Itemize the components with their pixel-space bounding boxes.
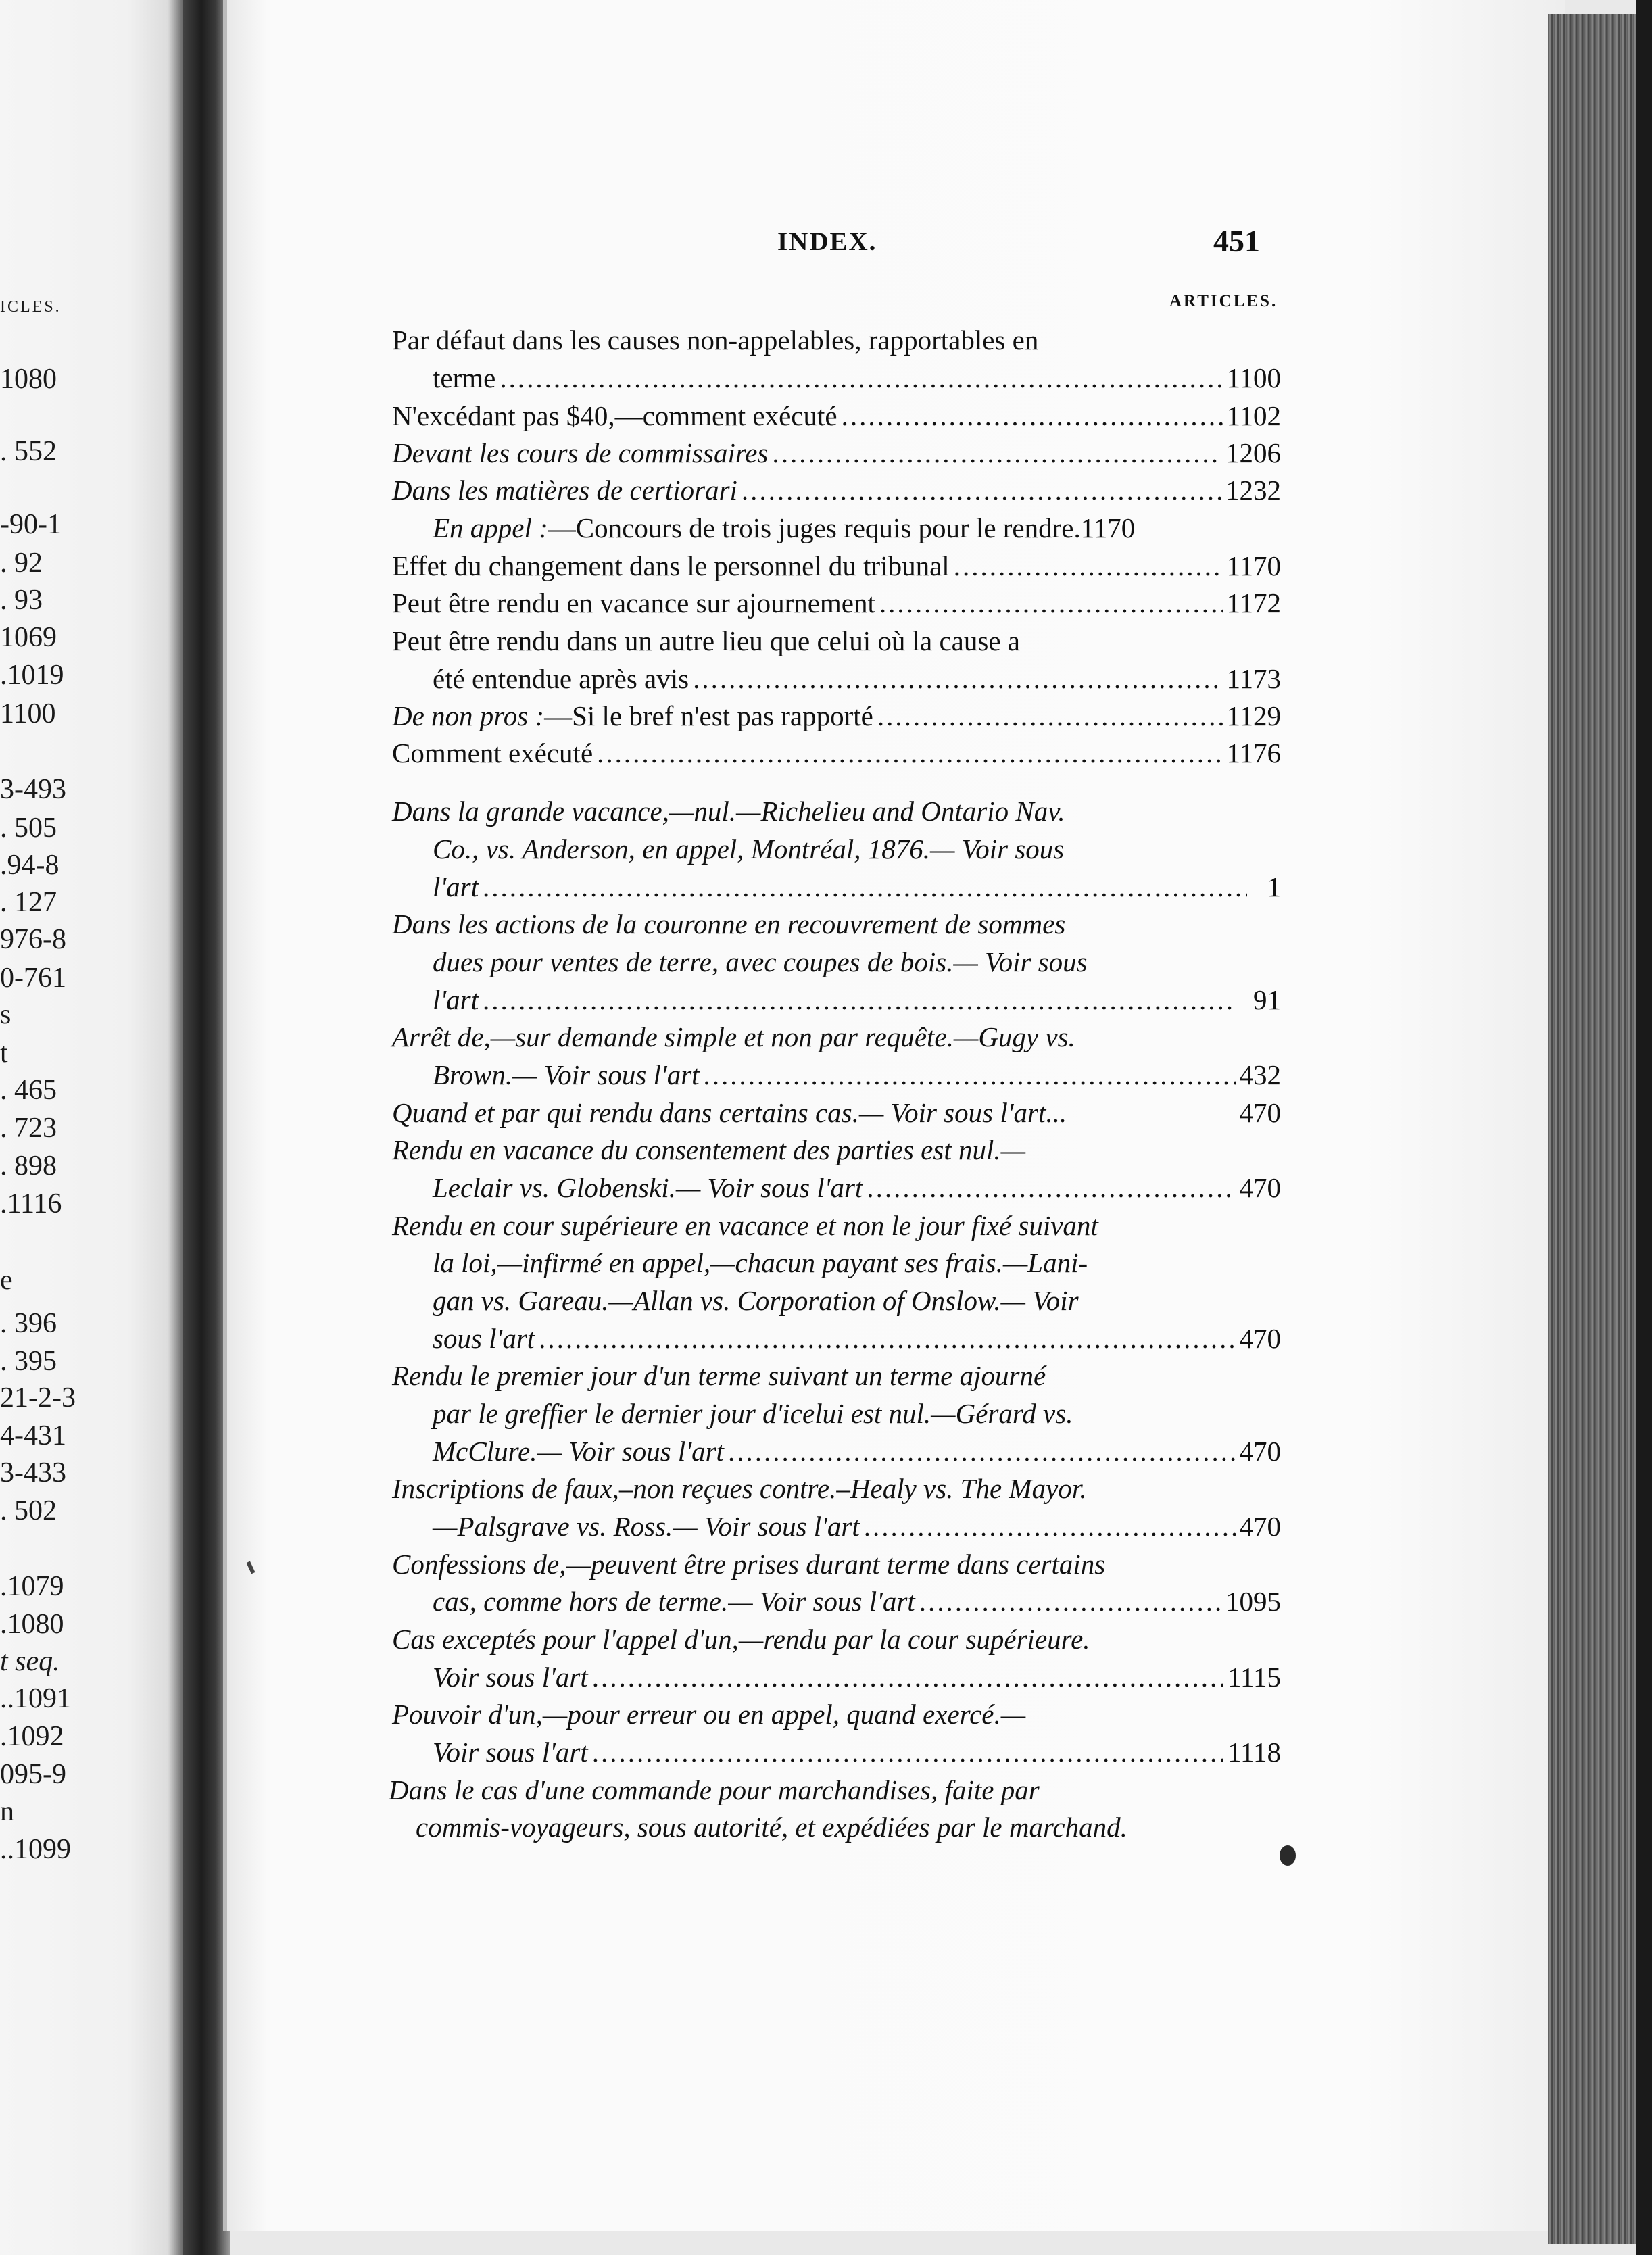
dot-leader	[483, 868, 1246, 906]
left-page-number: . 502	[0, 1495, 57, 1526]
entry-text: —Palsgrave vs. Ross.— Voir sous l'art	[433, 1511, 860, 1542]
left-page-number: . 898	[0, 1150, 57, 1182]
left-page-number: .1116	[0, 1188, 62, 1219]
index-entry-line: Pouvoir d'un,—pour erreur ou en appel, quand exercé.—	[392, 1699, 1026, 1730]
entry-text: N'excédant pas $40,—comment exécuté	[392, 400, 837, 431]
index-entry-line	[392, 434, 1281, 472]
entry-subheading: En appel :	[433, 512, 548, 543]
entry-text	[392, 697, 873, 735]
page-edges	[1548, 14, 1636, 2244]
article-number: 470	[1239, 1172, 1281, 1203]
left-page-number: . 465	[0, 1075, 57, 1106]
index-entry-line: par le greffier le dernier jour d'icelui est nul.—Gérard vs.	[433, 1398, 1073, 1429]
index-entry-line: commis-voyageurs, sous autorité, et expédiées par le marchand.	[416, 1812, 1127, 1843]
article-number: 1	[1267, 871, 1281, 902]
dot-leader	[919, 1582, 1221, 1620]
entry-subheading: De non pros :	[392, 700, 545, 731]
dot-leader	[728, 1432, 1236, 1470]
articles-column-label: ARTICLES.	[1169, 292, 1278, 310]
index-entry-line	[392, 397, 1281, 435]
entry-text: Leclair vs. Globenski.— Voir sous l'art	[433, 1172, 863, 1203]
article-number: 470	[1239, 1511, 1281, 1542]
index-entry-line	[433, 1507, 1281, 1545]
entry-text: Voir sous l'art	[433, 1737, 588, 1768]
entry-text: —Concours de trois juges requis pour le rendre.	[548, 512, 1081, 543]
article-number: 1102	[1226, 400, 1281, 431]
entry-text: Brown.— Voir sous l'art	[433, 1059, 700, 1090]
dot-leader	[597, 734, 1222, 772]
article-number: 1115	[1228, 1662, 1281, 1693]
entry-text: l'art	[433, 871, 479, 902]
dot-leader	[954, 547, 1223, 585]
article-number: 470	[1239, 1323, 1281, 1354]
index-entry-line	[392, 584, 1281, 622]
left-facing-page	[0, 0, 183, 2255]
index-entry-line	[392, 547, 1281, 585]
left-page-number: . 127	[0, 887, 57, 918]
article-number: 1095	[1225, 1586, 1281, 1617]
dot-leader	[704, 1056, 1236, 1094]
article-number: 470	[1239, 1097, 1281, 1128]
left-page-number: ..1091	[0, 1683, 71, 1714]
article-number: 1176	[1226, 737, 1281, 769]
left-page-number: .94-8	[0, 850, 59, 881]
entry-text: Devant les cours de commissaires	[392, 437, 769, 468]
article-number: 1129	[1226, 700, 1281, 731]
article-number: 1206	[1225, 437, 1281, 468]
index-entry-line: dues pour ventes de terre, avec coupes de bois.— Voir sous	[433, 946, 1088, 977]
dot-leader	[500, 359, 1222, 397]
left-page-number: .1019	[0, 660, 64, 691]
index-entry-line	[433, 1582, 1281, 1620]
left-page-letter: s	[0, 999, 11, 1030]
left-page-number: . 396	[0, 1308, 57, 1339]
dot-leader	[879, 584, 1223, 622]
page-number: 451	[1213, 224, 1260, 258]
article-number: 1232	[1225, 475, 1281, 506]
left-page-letter: n	[0, 1796, 14, 1827]
article-number: 432	[1239, 1059, 1281, 1090]
index-entry-line: Co., vs. Anderson, en appel, Montréal, 1876.— Voir sous	[433, 833, 1065, 865]
index-entry-line	[433, 1432, 1281, 1470]
dot-leader	[693, 660, 1222, 698]
left-page-number: .1092	[0, 1721, 64, 1752]
left-page-number: .1079	[0, 1571, 64, 1602]
article-number: 1172	[1226, 587, 1281, 619]
index-entry-line: Rendu le premier jour d'un terme suivant un terme ajourné	[392, 1360, 1046, 1391]
left-page-number: . 505	[0, 813, 57, 844]
article-number: 1173	[1226, 663, 1281, 694]
dot-leader	[864, 1507, 1236, 1545]
article-number: 1100	[1226, 362, 1281, 393]
index-entry-line: Dans les actions de la couronne en recouvrement de sommes	[392, 908, 1066, 940]
index-entry-line: la loi,—infirmé en appel,—chacun payant ses frais.—Lani-	[433, 1247, 1088, 1278]
entry-text: McClure.— Voir sous l'art	[433, 1436, 724, 1467]
index-entry-line	[433, 1658, 1281, 1696]
index-entry-line: Inscriptions de faux,–non reçues contre.–Healy vs. The Mayor.	[392, 1473, 1087, 1504]
index-entry-line	[392, 471, 1281, 509]
left-page-number: 3-493	[0, 774, 66, 805]
index-entry-line: gan vs. Gareau.—Allan vs. Corporation of Onslow.— Voir	[433, 1285, 1079, 1316]
entry-text: Quand et par qui rendu dans certains cas.— Voir sous l'art...	[392, 1097, 1067, 1128]
left-page-number: 3-433	[0, 1457, 66, 1488]
index-entry-line	[392, 1094, 1281, 1132]
index-entry-line	[392, 697, 1281, 735]
entry-text: cas, comme hors de terme.— Voir sous l'art	[433, 1586, 915, 1617]
index-entry-line	[433, 981, 1281, 1019]
entry-text: Effet du changement dans le personnel du tribunal	[392, 550, 950, 581]
index-entry-line: Par défaut dans les causes non-appelables, rapportables en	[392, 324, 1039, 356]
left-page-number: . 92	[0, 548, 43, 579]
left-page-number: 0-761	[0, 963, 66, 994]
left-page-number: -90-1	[0, 509, 62, 540]
entry-text: été entendue après avis	[433, 663, 689, 694]
ink-spot	[1280, 1845, 1296, 1866]
index-entry-line	[433, 1319, 1281, 1357]
article-number: 470	[1239, 1436, 1281, 1467]
index-entry-line: Arrêt de,—sur demande simple et non par requête.—Gugy vs.	[392, 1021, 1075, 1052]
index-entry-line	[433, 868, 1281, 906]
entry-text: Comment exécuté	[392, 737, 593, 769]
index-entry-line	[433, 359, 1281, 397]
article-number: 1170	[1080, 512, 1136, 543]
left-page-number: ..1099	[0, 1834, 71, 1865]
entry-text: l'art	[433, 984, 479, 1015]
left-page-number: 1100	[0, 698, 56, 729]
dot-leader	[592, 1658, 1223, 1696]
dot-leader	[772, 434, 1221, 472]
index-entry-line	[392, 734, 1281, 772]
left-page-number: . 395	[0, 1346, 57, 1377]
dot-leader	[877, 697, 1223, 735]
dot-leader	[592, 1733, 1223, 1771]
running-head: INDEX.	[777, 227, 877, 256]
left-page-number: 1080	[0, 364, 57, 395]
left-page-number: 095-9	[0, 1759, 66, 1790]
index-entry-line: Cas exceptés pour l'appel d'un,—rendu par la cour supérieure.	[392, 1624, 1090, 1655]
entry-text: Peut être rendu en vacance sur ajournement	[392, 587, 875, 619]
entry-text: Voir sous l'art	[433, 1662, 588, 1693]
index-entry-line	[433, 1169, 1281, 1207]
index-entry-line	[433, 660, 1281, 698]
left-page-header-fragment: ICLES.	[0, 298, 62, 316]
dot-leader	[867, 1169, 1235, 1207]
left-page-letter: t	[0, 1038, 8, 1069]
entry-text: terme	[433, 362, 496, 393]
index-entry-line: Peut être rendu dans un autre lieu que celui où la cause a	[392, 625, 1020, 656]
dot-leader	[483, 981, 1233, 1019]
index-entry-line: Dans la grande vacance,—nul.—Richelieu and Ontario Nav.	[392, 796, 1065, 827]
index-entry-line: Dans le cas d'une commande pour marchandises, faite par	[389, 1774, 1040, 1805]
entry-text: sous l'art	[433, 1323, 535, 1354]
left-page-number: 4-431	[0, 1420, 66, 1451]
entry-text-rest: —Si le bref n'est pas rapporté	[544, 700, 873, 731]
article-number: 1118	[1228, 1737, 1281, 1768]
left-page-number: . 552	[0, 436, 57, 467]
left-page-number: . 723	[0, 1113, 57, 1144]
index-entry-line: Rendu en vacance du consentement des parties est nul.—	[392, 1134, 1026, 1165]
index-entry-line	[433, 1733, 1281, 1771]
dot-leader	[742, 471, 1221, 509]
index-entry-line	[433, 509, 1281, 547]
index-entry-line: Rendu en cour supérieure en vacance et non le jour fixé suivant	[392, 1210, 1098, 1241]
index-entry-line: Confessions de,—peuvent être prises durant terme dans certains	[392, 1549, 1106, 1580]
dot-leader	[842, 397, 1223, 435]
article-number: 1170	[1226, 550, 1281, 581]
left-page-letter: e	[0, 1265, 13, 1296]
left-page-number: .1080	[0, 1609, 64, 1640]
left-page-number: t seq.	[0, 1646, 60, 1677]
left-page-number: . 93	[0, 585, 43, 616]
scan-border	[1636, 0, 1652, 2255]
left-page-number: 1069	[0, 622, 57, 653]
entry-text: Dans les matières de certiorari	[392, 475, 737, 506]
dot-leader	[539, 1319, 1235, 1357]
index-entry-line	[433, 1056, 1281, 1094]
left-page-number: 21-2-3	[0, 1382, 76, 1413]
left-page-number: 976-8	[0, 924, 66, 955]
article-number: 91	[1253, 984, 1281, 1015]
